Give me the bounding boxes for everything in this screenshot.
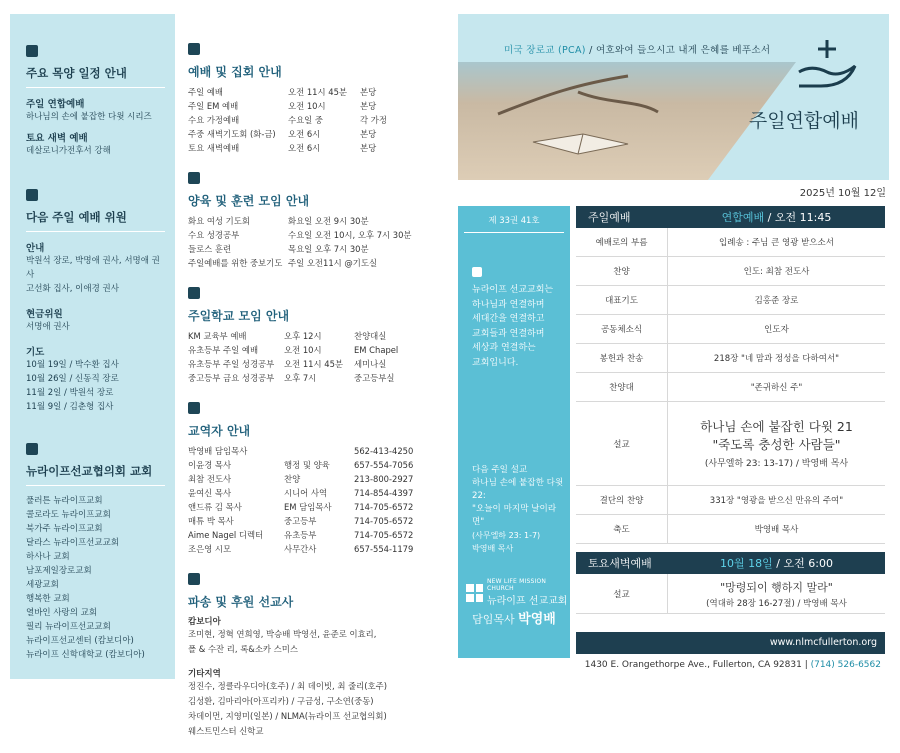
row-label: 설교 [576, 574, 668, 613]
cell: 오전 10시 [284, 345, 322, 355]
row-value: 218장 "네 맘과 정성을 다하여서" [713, 354, 840, 364]
sermon-row [576, 402, 885, 486]
next-line: 하나님 손에 붙잡한 다윗 22: [472, 478, 564, 501]
block-title: 주일학교 모임 안내 [188, 309, 290, 323]
item-text: 11월 9일 / 김춘형 집사 [26, 402, 114, 412]
sat-sermon-row [576, 574, 885, 614]
section-title: 뉴라이프선교협의회 교회 [26, 463, 165, 486]
bulletin-date: 2025년 10월 12일 [799, 188, 886, 199]
row-value: 331장 "영광을 받으신 만유의 주여" [709, 496, 844, 506]
cell: 오전 10시 [288, 101, 326, 111]
cell: 토요 새벽예배 [188, 143, 240, 153]
row-label: 설교 [576, 402, 668, 485]
square-icon [472, 267, 482, 277]
order-of-service [576, 206, 885, 614]
mission-line: 교회입니다. [472, 357, 519, 368]
cell: 오후 12시 [284, 331, 322, 341]
cell: 유초등부 주일 성경공부 [188, 359, 275, 369]
block-title: 교역자 안내 [188, 424, 251, 438]
missionary-block [188, 570, 440, 739]
cell [284, 444, 354, 458]
square-icon [188, 287, 200, 299]
sat-sermon-ref: (역대하 28장 16-27절) / 박영배 목사 [706, 598, 847, 609]
church-item: 필리 뉴라이프선교교회 [26, 622, 111, 632]
row-value: "존귀하신 주" [750, 383, 803, 393]
cell: 매튜 박 목사 [188, 516, 234, 526]
mission-line: 세대간을 연결하고 [472, 314, 545, 324]
church-item: 뉴라이프선교센터 (캄보디아) [26, 636, 134, 646]
missionary-line: 김성환, 김마리아(아프리카) / 구금성, 구소연(중동) [188, 696, 374, 706]
mission-line: 하나님과 연결하며 [472, 299, 545, 310]
item-label: 현금위원 [26, 309, 63, 320]
table-row [576, 257, 885, 286]
cell: 중고등부실 [354, 373, 395, 383]
item-label: 기도 [26, 347, 45, 358]
address-line: 1430 E. Orangethorpe Ave., Fullerton, CA 92831 | (714) 526-6562 [584, 660, 881, 670]
cell: 조은영 시모 [188, 544, 232, 554]
logo-english: NEW LIFE MISSION CHURCH [486, 578, 547, 592]
cell: 수요 가정예배 [188, 115, 240, 125]
table-row [576, 315, 885, 344]
cell: 562-413-4250 [354, 446, 414, 456]
missionary-line: 정진수, 정클라우디아(호주) / 최 데이빗, 최 줄리(호주) [188, 681, 387, 691]
cell: 714-854-4397 [354, 488, 414, 498]
volume-number: 제 33권 41호 [464, 206, 564, 233]
mission-statement [458, 283, 570, 370]
church-address: 1430 E. Orangethorpe Ave., Fullerton, CA 92831 [584, 660, 802, 670]
cell: 수요일 오전 10시, 오후 7시 30분 [288, 230, 412, 240]
cell: 중고등부 금요 성경공부 [188, 373, 275, 383]
hero-banner [458, 14, 889, 180]
item-text: 박원석 장로, 박명애 권사, 서명애 권사 [26, 256, 160, 280]
next-line: "오늘이 마지막 날이라면" [472, 504, 557, 527]
square-icon [188, 172, 200, 184]
square-icon [26, 45, 38, 57]
row-label: 봉헌과 찬송 [576, 344, 668, 372]
church-item: 달라스 뉴라이프선교교회 [26, 538, 120, 548]
sermon-ref: (사무엘하 23: 13-17) / 박영배 목사 [704, 459, 849, 469]
cell: 찬양대실 [354, 331, 387, 341]
cell: 찬양 [284, 474, 301, 484]
table-row [576, 286, 885, 315]
missionary-line: 폴 & 수잔 리, 록&소카 스미스 [188, 644, 298, 654]
cell: EM Chapel [354, 345, 399, 355]
cell: 목요일 오후 7시 30분 [288, 244, 369, 254]
cell: 오후 7시 [284, 373, 317, 383]
cell: 213-800-2927 [354, 474, 414, 484]
pastor-label: 담임목사 [472, 613, 515, 626]
committee-section [26, 186, 165, 414]
missionary-line: 웨스트민스터 신학교 [188, 726, 264, 736]
cell: 이윤경 목사 [188, 460, 232, 470]
header-accent: 연합예배 [721, 211, 765, 224]
school-block [188, 284, 440, 385]
cell: 들로스 훈련 [188, 244, 232, 254]
church-item: 뉴라이프 신학대학교 (캄보디아) [26, 650, 145, 660]
cell: 수요 성경공부 [188, 230, 240, 240]
next-line: 다음 주일 설교 [472, 465, 528, 475]
item-text: 하나님의 손에 붙잡한 다윗 시리즈 [26, 112, 152, 122]
church-logo [466, 578, 570, 607]
cell: 세미나실 [354, 359, 387, 369]
cell: 주일 EM 예배 [188, 101, 239, 111]
sub-title: 캄보디아 [188, 617, 221, 627]
item-label: 토요 새벽 예배 [26, 133, 88, 144]
church-item: 열바인 사랑의 교회 [26, 608, 98, 618]
cell: 사무간사 [284, 544, 317, 554]
church-item: 하사나 교회 [26, 552, 70, 562]
sunday-header [576, 206, 885, 228]
logo-korean: 뉴라이프 선교교회 [486, 596, 568, 607]
separator: / [585, 45, 596, 56]
cell: 657-554-7056 [354, 460, 414, 470]
cell: 각 가정 [360, 115, 387, 125]
cell: 행정 및 양육 [284, 460, 330, 470]
cell: 박영배 담임목사 [188, 446, 248, 456]
table-row [576, 228, 885, 257]
church-item: 풀러튼 뉴라이프교회 [26, 496, 103, 506]
worship-block [188, 40, 440, 155]
block-title: 예배 및 집회 안내 [188, 65, 282, 79]
cell: 화요 여성 기도회 [188, 216, 250, 226]
square-icon [26, 443, 38, 455]
header-time: / 오전 6:00 [772, 557, 833, 570]
row-value: 인도: 최참 전도사 [743, 267, 810, 277]
church-item: 콜로라도 뉴라이프교회 [26, 510, 111, 520]
row-label: 축도 [576, 515, 668, 543]
churches-section [26, 440, 165, 662]
sub-title: 기타지역 [188, 669, 221, 679]
cell: 최참 전도사 [188, 474, 232, 484]
cell: 주일 오전11시 @기도실 [288, 258, 378, 268]
header-time: / 오전 11:45 [764, 211, 832, 224]
saturday-header [576, 552, 885, 574]
next-sermon [472, 464, 564, 555]
cell: 윤여신 목사 [188, 488, 232, 498]
section-title: 주요 목양 일정 안내 [26, 65, 165, 88]
row-value: 인도자 [764, 325, 789, 335]
square-icon [188, 573, 200, 585]
cell: 본당 [360, 87, 377, 97]
item-label: 안내 [26, 243, 45, 254]
row-value: 김홍준 장로 [754, 296, 799, 306]
row-label: 찬양 [576, 257, 668, 285]
website-bar [576, 632, 885, 654]
cell: 주중 새벽기도회 (화-금) [188, 129, 276, 139]
sat-sermon-title: "망령되이 행하지 말라" [720, 580, 833, 594]
website-link[interactable]: www.nlmcfullerton.org [769, 637, 877, 648]
item-text: 데살로니가전후서 강해 [26, 146, 111, 156]
cell: 본당 [360, 129, 377, 139]
hand-cross-icon [795, 36, 859, 90]
cell: 714-705-6572 [354, 516, 414, 526]
sermon-title: "죽도록 충성한 사람들" [712, 437, 841, 452]
item-text: 10월 26일 / 신동직 장로 [26, 374, 119, 384]
cell: 714-705-6572 [354, 530, 414, 540]
row-label: 대표기도 [576, 286, 668, 314]
section-title: 다음 주일 예배 위원 [26, 209, 165, 232]
church-item: 행복한 교회 [26, 594, 70, 604]
missionary-line: 조미현, 정혁 연희영, 박승배 박영선, 윤준로 이효리, [188, 629, 377, 639]
pastor-name: 박영배 [518, 612, 556, 627]
table-row [576, 344, 885, 373]
sermon-series: 하나님 손에 붙잡힌 다윗 21 [700, 419, 853, 434]
church-item: 세광교회 [26, 580, 59, 590]
church-item: 남포제일장로교회 [26, 566, 92, 576]
block-title: 양육 및 훈련 모임 안내 [188, 194, 310, 208]
verse-label: 여호와여 들으시고 내게 은혜를 베푸소서 [595, 45, 771, 56]
cell: 오전 11시 45분 [284, 359, 343, 369]
church-phone: (714) 526-6562 [810, 660, 881, 670]
service-title: 주일연합예배 [748, 110, 859, 132]
cell: 유초등부 [284, 530, 317, 540]
church-item: 북가주 뉴라이프교회 [26, 524, 103, 534]
missionary-line: 차데이먼, 지영미(일본) / NLMA(뉴라이프 선교협의회) [188, 711, 387, 721]
table-row [576, 373, 885, 402]
cell: 주일예배를 위한 중보기도 [188, 258, 283, 268]
cell: 유초등부 주일 예배 [188, 345, 259, 355]
info-column [458, 206, 570, 658]
cell: 중고등부 [284, 516, 317, 526]
senior-pastor [458, 608, 570, 627]
schedule-section [26, 42, 165, 158]
mission-line: 교회들과 연결하며 [472, 328, 545, 339]
cell: EM 담임목사 [284, 502, 332, 512]
cell: 657-554-1179 [354, 544, 414, 554]
item-text: 11월 2일 / 박원석 장로 [26, 388, 114, 398]
denomination-label: 미국 장로교 (PCA) [504, 45, 586, 56]
row-value: 입례송 : 주님 큰 영광 받으소서 [719, 238, 834, 248]
item-text: 고선화 집사, 이애경 권사 [26, 284, 119, 294]
square-icon [188, 402, 200, 414]
header-label: 토요새벽예배 [588, 557, 652, 570]
cell: 수요일 중 [288, 115, 324, 125]
left-panel [10, 14, 175, 679]
item-text: 10월 19일 / 박수환 집사 [26, 360, 119, 370]
cell: 714-705-6572 [354, 502, 414, 512]
header-label: 주일예배 [588, 211, 631, 224]
block-title: 파송 및 후원 선교사 [188, 595, 294, 609]
cell: 오전 6시 [288, 143, 321, 153]
cell: 시니어 사역 [284, 488, 328, 498]
middle-panel [188, 40, 440, 753]
cell: 주일 예배 [188, 87, 224, 97]
square-icon [188, 43, 200, 55]
staff-block [188, 399, 440, 556]
mission-line: 뉴라이프 선교교회는 [472, 285, 554, 295]
row-label: 예배로의 부름 [576, 228, 668, 256]
cell: 화요일 오전 9시 30분 [288, 216, 369, 226]
row-label: 결단의 찬양 [576, 486, 668, 514]
item-label: 주일 연합예배 [26, 99, 85, 110]
table-row [576, 486, 885, 515]
next-ref: (사무엘하 23: 1-7) [472, 531, 541, 540]
education-block [188, 169, 440, 270]
cell: KM 교육부 예배 [188, 331, 247, 341]
logo-icon [466, 584, 483, 602]
next-pastor: 박영배 목사 [472, 544, 514, 553]
row-value: 박영배 목사 [754, 525, 799, 535]
cell: 본당 [360, 143, 377, 153]
square-icon [26, 189, 38, 201]
cell: Aime Nagel 디렉터 [188, 530, 264, 540]
cell: 본당 [360, 101, 377, 111]
cell: 오전 11시 45분 [288, 87, 347, 97]
row-label: 공동체소식 [576, 315, 668, 343]
item-text: 서명애 권사 [26, 322, 70, 332]
table-row [576, 515, 885, 544]
mission-line: 세상과 연결하는 [472, 343, 536, 353]
cell: 앤드류 김 목사 [188, 502, 242, 512]
row-label: 찬양대 [576, 373, 668, 401]
header-accent: 10월 18일 [720, 557, 773, 570]
cell: 오전 6시 [288, 129, 321, 139]
hero-tagline [504, 42, 770, 56]
